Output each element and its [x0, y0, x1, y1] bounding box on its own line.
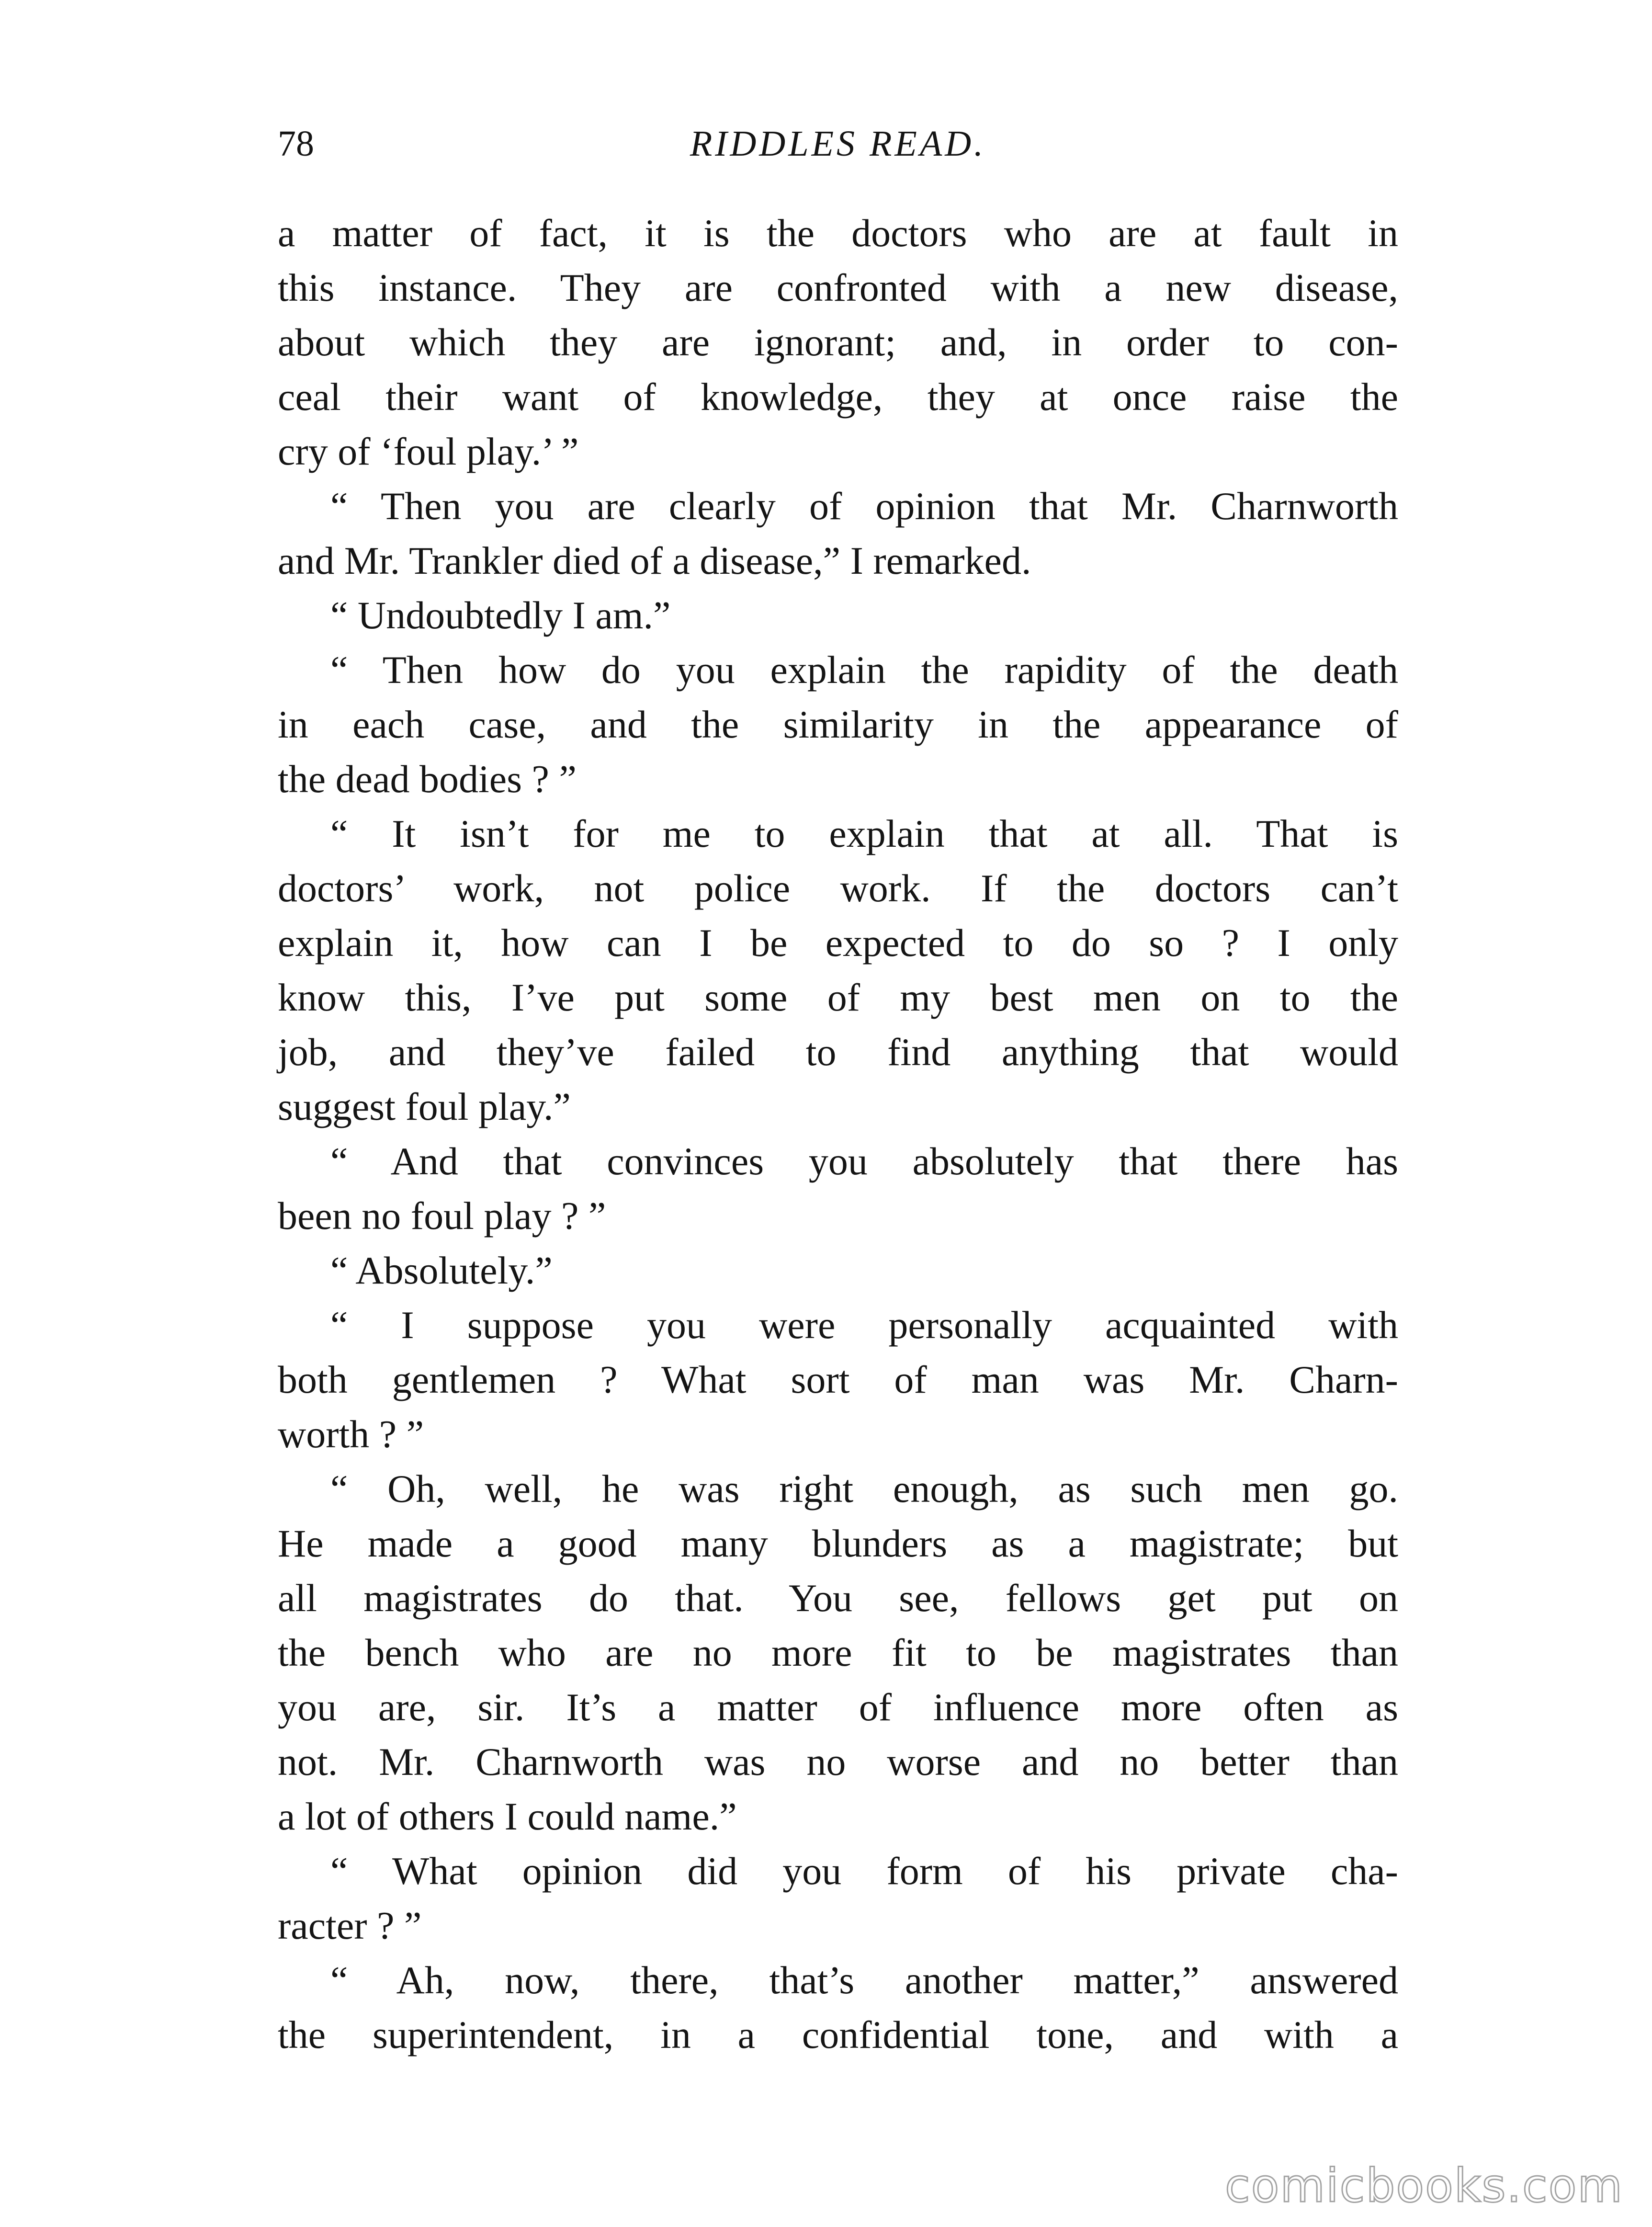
text-line: not. Mr. Charnworth was no worse and no better than	[278, 1740, 1398, 1784]
text-line: doctors’ work, not police work. If the doctors can’t	[278, 866, 1398, 910]
text-line: worth ? ”	[278, 1412, 424, 1456]
text-line: you are, sir. It’s a matter of influence more often as	[278, 1685, 1398, 1729]
text-line: “ Ah, now, there, that’s another matter,” answered	[330, 1958, 1398, 2002]
text-line: both gentlemen ? What sort of man was Mr. Charn-	[278, 1358, 1398, 1401]
text-line: the superintendent, in a confidential tone, and with a	[278, 2013, 1398, 2057]
text-line: this instance. They are confronted with a new disease,	[278, 266, 1398, 309]
text-line: “ And that convinces you absolutely that there has	[330, 1139, 1398, 1183]
text-line: “ Then you are clearly of opinion that Mr. Charnworth	[330, 484, 1398, 528]
text-line: ceal their want of knowledge, they at once raise the	[278, 375, 1398, 419]
running-title: RIDDLES READ.	[690, 124, 986, 164]
text-line: in each case, and the similarity in the appearance of	[278, 703, 1398, 746]
text-line: job, and they’ve failed to find anything that would	[278, 1030, 1398, 1074]
text-line: “ It isn’t for me to explain that at all. That is	[330, 812, 1398, 855]
text-line: and Mr. Trankler died of a disease,” I remarked.	[278, 539, 1031, 582]
text-line: a lot of others I could name.”	[278, 1795, 737, 1838]
body-text	[278, 206, 1398, 2062]
text-line: “ Oh, well, he was right enough, as such men go.	[330, 1467, 1398, 1511]
watermark: comicbooks.com	[1224, 2159, 1623, 2213]
text-line: the bench who are no more fit to be magistrates than	[278, 1631, 1398, 1674]
page-number: 78	[278, 124, 314, 164]
text-line: “ Undoubtedly I am.”	[330, 593, 671, 637]
text-line: cry of ‘foul play.’ ”	[278, 430, 579, 473]
text-line: been no foul play ? ”	[278, 1194, 606, 1238]
text-line: a matter of fact, it is the doctors who are at fault in	[278, 211, 1398, 255]
text-line: know this, I’ve put some of my best men on to the	[278, 976, 1398, 1019]
text-line: suggest foul play.”	[278, 1085, 571, 1128]
text-line: racter ? ”	[278, 1904, 422, 1947]
text-line: the dead bodies ? ”	[278, 757, 577, 801]
text-line: about which they are ignorant; and, in order to con-	[278, 320, 1398, 364]
text-line: “ I suppose you were personally acquainted with	[330, 1303, 1398, 1347]
text-line: all magistrates do that. You see, fellows get put on	[278, 1576, 1398, 1620]
text-line: “ What opinion did you form of his private cha-	[330, 1849, 1398, 1893]
text-line: He made a good many blunders as a magistrate; but	[278, 1522, 1398, 1565]
running-head	[278, 115, 1398, 172]
text-line: “ Then how do you explain the rapidity of the death	[330, 648, 1398, 692]
text-line: explain it, how can I be expected to do so ? I only	[278, 921, 1398, 965]
text-line: “ Absolutely.”	[330, 1249, 553, 1292]
